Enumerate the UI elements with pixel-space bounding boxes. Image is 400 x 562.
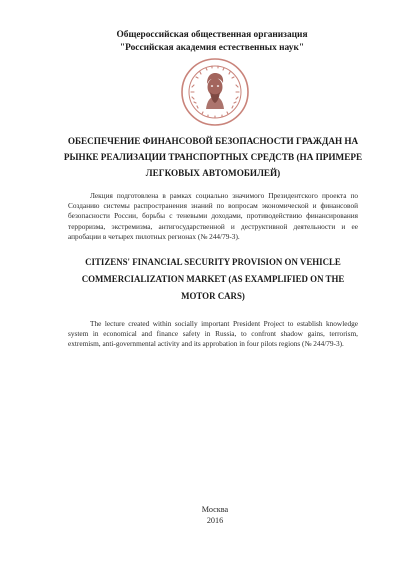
organization-name-line-2: "Российская академия естественных наук" (119, 43, 305, 53)
title-en-line-3: MOTOR CARS) (181, 291, 245, 301)
description-en-text: The lecture created within socially important President Project to establish knowledge system in economical and finance safety in Russia, to confront shadow gains, terrorism, extremism, anti-governmental activity and its approbation in four pilots regions (№ 244/79-3). (68, 319, 358, 349)
description-ru (68, 191, 358, 242)
publication-city: Москва (201, 505, 229, 514)
organization-name-line-1: Общероссийская общественная организация (116, 30, 308, 40)
title-en-line-2: COMMERCIALIZATION MARKET (AS EXAMPLIFIED ON THE (81, 274, 345, 284)
description-en (68, 319, 358, 350)
academy-portrait-seal-icon (180, 57, 250, 127)
title-ru-line-1: ОБЕСПЕЧЕНИЕ ФИНАНСОВОЙ БЕЗОПАСНОСТИ ГРАЖДАН НА (67, 136, 359, 146)
title-ru-line-2: РЫНКЕ РЕАЛИЗАЦИИ ТРАНСПОРТНЫХ СРЕДСТВ (НА ПРИМЕРЕ (63, 152, 363, 162)
description-ru-text: Лекция подготовлена в рамках социально значимого Президентского проекта по Созданию системы распространения знаний по вопросам экономической и финансовой безопасности России, борьбы с теневыми доходами, противодействию финансирования терроризма, экстремизма, антигосударственной и деструктивной деятельности и ее апробации в четырех пилотных регионах (№ 244/79-3). (68, 191, 358, 241)
publication-year: 2016 (206, 516, 224, 525)
title-ru-line-3: ЛЕГКОВЫХ АВТОМОБИЛЕЙ) (145, 168, 281, 178)
title-en-line-1: CITIZENS' FINANCIAL SECURITY PROVISION ON VEHICLE (85, 257, 341, 267)
